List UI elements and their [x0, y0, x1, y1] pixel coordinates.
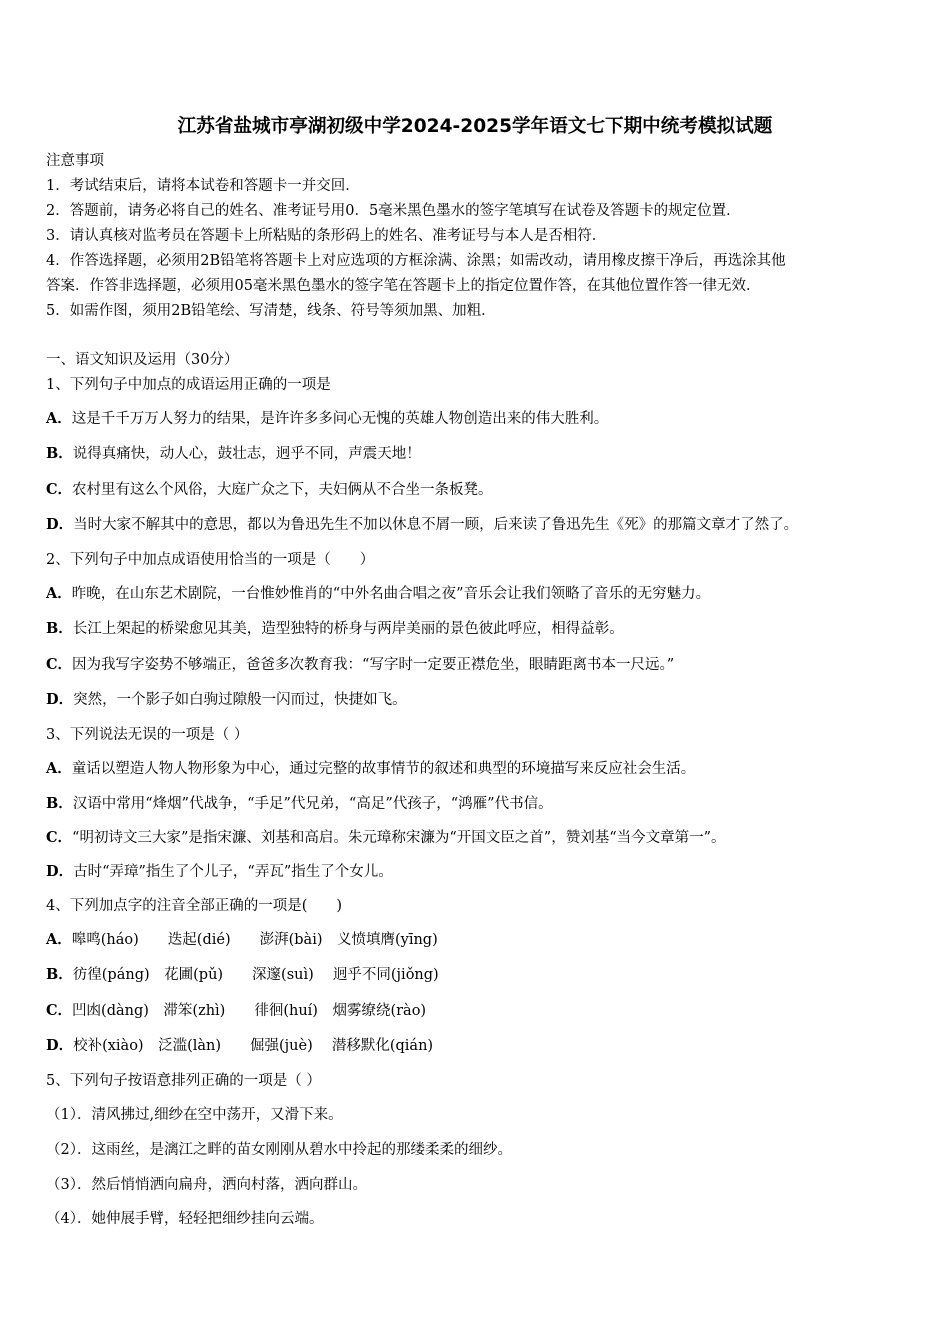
option-label: B． — [46, 620, 73, 637]
question-5-stem: 5、下列句子按语意排列正确的一项是（ ） — [46, 1073, 321, 1089]
question-2-option-c — [46, 655, 674, 675]
option-text: 因为我写字姿势不够端正，爸爸多次教育我：“写字时一定要正襟危坐，眼睛距离书本一尺远。” — [72, 657, 675, 673]
question-4-option-b — [46, 965, 439, 985]
question-1-option-d — [46, 515, 798, 535]
option-text: 说得真痛快，动人心，鼓壮志，迥乎不同，声震天地！ — [72, 446, 421, 462]
option-label: B． — [46, 795, 73, 812]
item-text: 她伸展手臂，轻轻把细纱挂向云端。 — [91, 1211, 324, 1227]
option-label: A． — [46, 760, 72, 777]
option-label: D． — [46, 863, 74, 880]
option-text: 当时大家不解其中的意思，都以为鲁迅先生不加以休息不屑一顾，后来读了鲁迅先生《死》的那篇文章才了然了。 — [73, 517, 799, 533]
question-3-option-a — [46, 759, 695, 779]
option-text: 这是千千万万人努力的结果，是许许多多问心无愧的英雄人物创造出来的伟大胜利。 — [71, 411, 609, 427]
question-4-stem: 4、下列加点字的注音全部正确的一项是( ) — [46, 898, 343, 914]
option-label: C． — [46, 829, 73, 846]
item-label: （2）． — [46, 1142, 92, 1158]
option-text: 嗥鸣(háo) 迭起(dié) 澎湃(bài) 义愤填膺(yīng) — [71, 932, 438, 948]
question-1-option-a — [46, 409, 608, 429]
option-text: “明初诗文三大家”是指宋濂、刘基和高启。朱元璋称宋濂为“开国文臣之首”，赞刘基“当今文章第一”。 — [72, 830, 726, 846]
item-text: 然后悄悄洒向扁舟，洒向村落，洒向群山。 — [91, 1177, 367, 1193]
option-label: C． — [46, 1002, 73, 1019]
item-label: （4）． — [46, 1211, 92, 1227]
option-label: D． — [46, 691, 74, 708]
option-label: D． — [46, 516, 74, 533]
option-text: 彷徨(páng) 花圃(pǔ) 深邃(suì) 迥乎不同(jiǒng) — [72, 967, 439, 983]
notice-heading: 注意事项 — [46, 153, 104, 169]
question-3-option-c — [46, 828, 726, 848]
question-2-option-b — [46, 619, 624, 639]
option-label: B． — [46, 445, 73, 462]
option-text: 凹凼(dàng) 滞笨(zhì) 徘徊(huí) 烟雾缭绕(rào) — [72, 1003, 427, 1019]
item-label: （1）． — [46, 1107, 92, 1123]
question-4-option-c — [46, 1001, 426, 1021]
question-4-option-a — [46, 930, 438, 950]
question-2-option-a — [46, 584, 710, 604]
item-text: 清风拂过,细纱在空中荡开，又滑下来。 — [91, 1107, 343, 1123]
question-5-item-4 — [46, 1209, 323, 1229]
question-3-option-d — [46, 862, 393, 882]
option-text: 突然，一个影子如白驹过隙般一闪而过，快捷如飞。 — [73, 692, 407, 708]
question-1-stem: 1、下列句子中加点的成语运用正确的一项是 — [46, 377, 331, 393]
option-label: C． — [46, 656, 73, 673]
question-5-item-3 — [46, 1175, 367, 1195]
option-label: B． — [46, 966, 73, 983]
item-label: （3）． — [46, 1177, 92, 1193]
section-heading: 一、语文知识及运用（30分） — [46, 352, 239, 368]
option-label: D． — [46, 1037, 74, 1054]
notice-line: 5．如需作图，须用2B铅笔绘、写清楚，线条、符号等须加黑、加粗． — [46, 303, 496, 319]
option-label: A． — [46, 410, 72, 427]
question-3-stem: 3、下列说法无误的一项是（ ） — [46, 727, 249, 743]
notice-line: 2．答题前，请务必将自己的姓名、准考证号用0．5毫米黑色墨水的签字笔填写在试卷及答题卡的规定位置． — [46, 203, 741, 219]
question-1-option-b — [46, 444, 421, 464]
option-text: 昨晚，在山东艺术剧院，一台惟妙惟肖的“中外名曲合唱之夜”音乐会让我们领略了音乐的无穷魅力。 — [71, 586, 711, 602]
question-2-stem: 2、下列句子中加点成语使用恰当的一项是（ ） — [46, 552, 375, 568]
question-4-option-d — [46, 1036, 433, 1056]
question-5-item-2 — [46, 1140, 512, 1160]
option-text: 童话以塑造人物人物形象为中心，通过完整的故事情节的叙述和典型的环境描写来反应社会生活。 — [71, 761, 696, 777]
question-3-option-b — [46, 794, 553, 814]
option-text: 汉语中常用“烽烟”代战争，“手足”代兄弟，“高足”代孩子，“鸿雁”代书信。 — [72, 796, 553, 812]
question-1-option-c — [46, 480, 493, 500]
option-text: 长江上架起的桥梁愈见其美，造型独特的桥身与两岸美丽的景色彼此呼应，相得益彰。 — [72, 621, 624, 637]
option-label: A． — [46, 585, 72, 602]
question-5-item-1 — [46, 1105, 343, 1125]
notice-line: 答案．作答非选择题，必须用05毫米黑色墨水的签字笔在答题卡上的指定位置作答，在其他位置作答一律无效． — [46, 278, 761, 294]
exam-title: 江苏省盐城市亭湖初级中学2024-2025学年语文七下期中统考模拟试题 — [177, 116, 773, 137]
option-text: 校补(xiào) 泛滥(làn) 倔强(juè) 潜移默化(qián) — [73, 1038, 434, 1054]
item-text: 这雨丝，是漓江之畔的苗女刚刚从碧水中拎起的那缕柔柔的细纱。 — [91, 1142, 512, 1158]
option-label: A． — [46, 931, 72, 948]
notice-line: 4．作答选择题，必须用2B铅笔将答题卡上对应选项的方框涂满、涂黑；如需改动，请用橡皮擦干净后，再选涂其他 — [46, 253, 786, 269]
option-label: C． — [46, 481, 73, 498]
notice-line: 3．请认真核对监考员在答题卡上所粘贴的条形码上的姓名、准考证号与本人是否相符． — [46, 228, 607, 244]
option-text: 古时“弄璋”指生了个儿子，“弄瓦”指生了个女儿。 — [73, 864, 393, 880]
notice-line: 1．考试结束后，请将本试卷和答题卡一并交回． — [46, 178, 360, 194]
question-2-option-d — [46, 690, 407, 710]
option-text: 农村里有这么个风俗，大庭广众之下，夫妇俩从不合坐一条板凳。 — [72, 482, 493, 498]
